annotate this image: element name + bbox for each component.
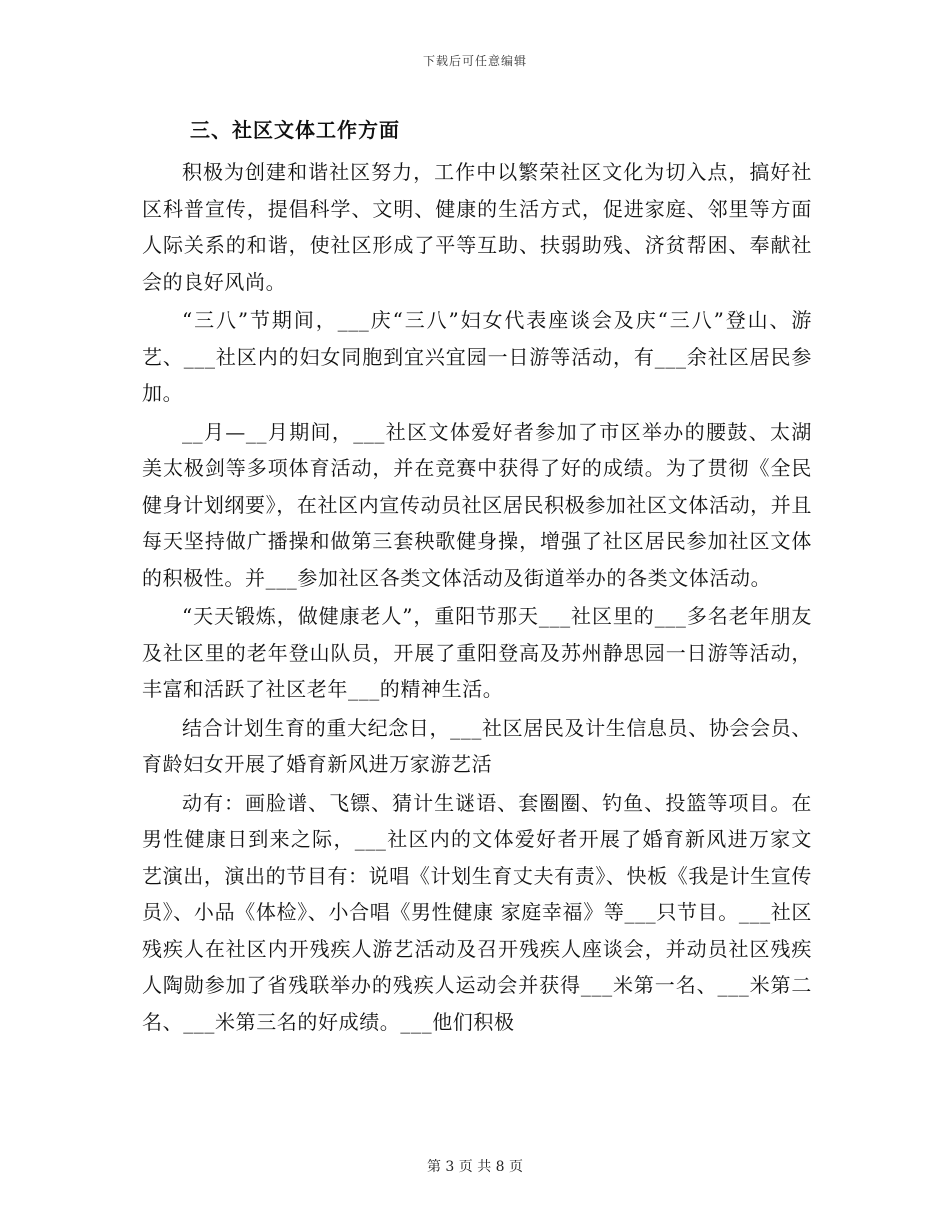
paragraph-6: 动有：画脸谱、飞镖、猜计生谜语、套圈圈、钓鱼、投篮等项目。在男性健康日到来之际，___社区内的文体爱好者开展了婚育新风进万家文艺演出，演出的节目有：说唱《计划生育丈夫有责》、快板《我是计生宣传员》、小品《体检》、小合唱《男性健康 家庭幸福》等___只节目。___社区残疾人在社区内开残疾人游艺活动及召开残疾人座谈会，并动员社区残疾人陶勋参加了省残联举办的残疾人运动会并获得___米第一名、___米第二名、___米第三名的好成绩。___他们积极 (142, 790, 812, 1034)
paragraph-3: __月—__月期间，___社区文体爱好者参加了市区举办的腰鼓、太湖美太极剑等多项体育活动，并在竞赛中获得了好的成绩。为了贯彻《全民健身计划纲要》，在社区内宣传动员社区居民积极参加社区文体活动，并且每天坚持做广播操和做第三套秧歌健身操，增强了社区居民参加社区文体的积极性。并___参加社区各类文体活动及街道举办的各类文体活动。 (142, 419, 812, 590)
paragraph-4: “天天锻炼，做健康老人”，重阳节那天___社区里的___多名老年朋友及社区里的老年登山队员，开展了重阳登高及苏州静思园一日游等活动，丰富和活跃了社区老年___的精神生活。 (142, 604, 812, 701)
page-footer-number: 第 3 页 共 8 页 (426, 1159, 524, 1175)
paragraph-2: “三八”节期间，___庆“三八”妇女代表座谈会及庆“三八”登山、游艺、___社区内的妇女同胞到宜兴宜园一日游等活动，有___余社区居民参加。 (142, 308, 812, 405)
paragraph-5: 结合计划生育的重大纪念日，___社区居民及计生信息员、协会会员、育龄妇女开展了婚育新风进万家游艺活 (142, 715, 812, 776)
document-body (142, 112, 812, 1040)
paragraph-1: 积极为创建和谐社区努力，工作中以繁荣社区文化为切入点，搞好社区科普宣传，提倡科学、文明、健康的生活方式，促进家庭、邻里等方面人际关系的和谐，使社区形成了平等互助、扶弱助残、济贫帮困、奉献社会的良好风尚。 (142, 160, 812, 294)
page-header-note: 下载后可任意编辑 (422, 54, 527, 68)
section-heading: 三、社区文体工作方面 (190, 118, 400, 142)
